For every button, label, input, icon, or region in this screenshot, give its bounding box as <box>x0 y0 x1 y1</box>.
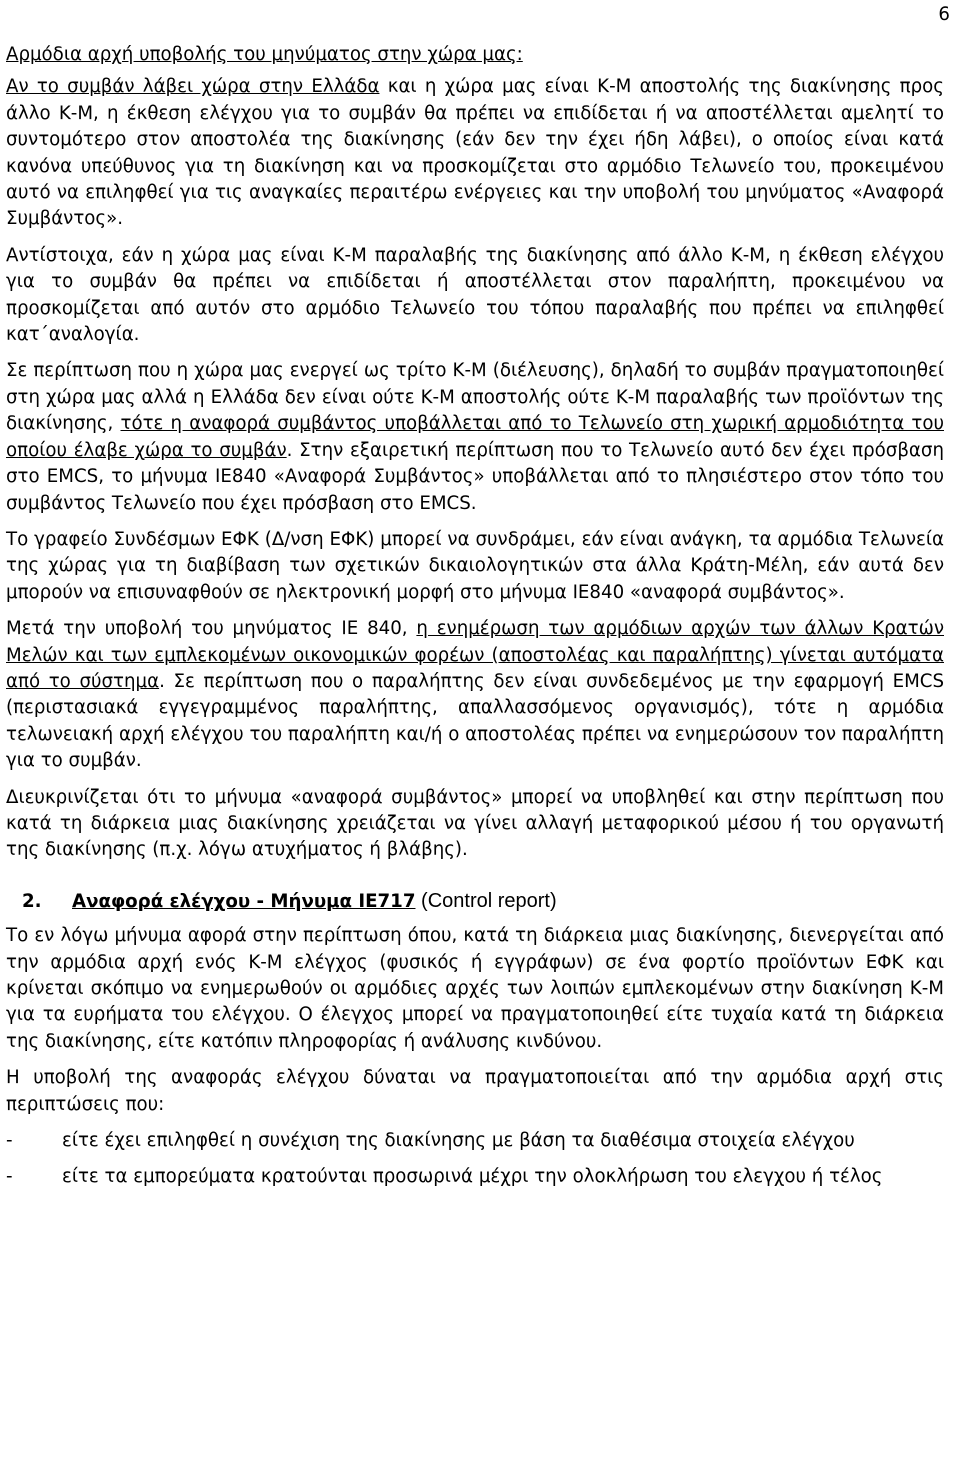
paragraph-2: Αντίστοιχα, εάν η χώρα μας είναι Κ-Μ παραλαβής της διακίνησης από άλλο Κ-Μ, η έκθεση ελέγχου για το συμβάν θα πρέπει να επιδίδεται ή αποστέλλεται στον παραλήπτη, προκειμένου να προσκομίζεται από αυτόν στο αρμόδιο Τελωνείο του τόπου παραλαβής που πρέπει να επιληφθεί κατ΄αναλογία. <box>6 244 944 346</box>
page-number: 6 <box>938 4 950 25</box>
list-item-text: είτε τα εμπορεύματα κρατούνται προσωρινά μέχρι την ολοκλήρωση του ελεγχου ή τέλος <box>62 1166 883 1188</box>
p3-text-after: . Στην εξαιρετική περίπτωση που το Τελωνείο αυτό δεν έχει πρόσβαση στο EMCS, το μήνυμα IE840 «Αναφορά Συμβάντος» υποβάλλεται από το πλησιέστερο στον τόπο του συμβάντος Τελωνείο που έχει πρόσβαση στο EMCS. <box>6 439 944 514</box>
list-item-text: είτε έχει επιληφθεί η συνέχιση της διακίνησης με βάση τα διαθέσιμα στοιχεία ελέγχου <box>62 1130 855 1152</box>
p5-text-after: . Σε περίπτωση που ο παραλήπτης δεν είναι συνδεδεμένος με την εφαρμογή EMCS (περιστασιακά εγγεγραμμένος παραλήπτης, απαλλασσόμενος οργανισμός), τότε η αρμόδια τελωνειακή αρχή ελέγχου του παραλήπτη και/ή ο αποστολέας πρέπει να ενημερώσουν τον παραλήπτη για το συμβάν. <box>6 670 944 772</box>
document-body <box>6 42 944 1191</box>
p1-underlined: Αν το συμβάν λάβει χώρα στην Ελλάδα <box>6 76 380 98</box>
section-heading <box>6 42 944 68</box>
p3-text-before: Σε περίπτωση που η χώρα μας ενεργεί ως τρίτο Κ-Μ (διέλευσης), δηλαδή το συμβάν πραγματοποιηθεί στη χώρα μας αλλά η Ελλάδα δεν είναι ούτε Κ-Μ αποστολής ούτε Κ-Μ παραλαβής των προϊόντων της διακίνησης, <box>6 360 944 435</box>
paragraph-3 <box>6 358 944 516</box>
paragraph-7: Το εν λόγω μήνυμα αφορά στην περίπτωση όπου, κατά τη διάρκεια μιας διακίνησης, διενεργείται από την αρμόδια αρχή ενός Κ-Μ ελέγχος (φυσικός ή εγγράφων) σε ένα φορτίο προϊόντων ΕΦΚ και κρίνεται σκόπιμο να ενημερωθούν οι αρμόδιες αρχές των λοιπών εμπλεκομένων στην διακίνηση Κ-Μ για τα ευρήματα του ελέγχου. Ο έλεγχος μπορεί να πραγματοποιηθεί είτε τυχαία κατά τη διάρκεια της διακίνησης, είτε κατόπιν πληροφορίας ή ανάλυσης κινδύνου. <box>6 925 944 1052</box>
bullet-dash: - <box>6 1166 13 1188</box>
list-item <box>6 1128 944 1154</box>
paragraph-1 <box>6 74 944 232</box>
list-item <box>6 1164 944 1190</box>
paragraph-5 <box>6 616 944 774</box>
p5-text-before: Μετά την υποβολή του μηνύματος ΙΕ 840, <box>6 618 417 640</box>
section-subtitle: (Control report) <box>415 889 557 912</box>
paragraph-4: Το γραφείο Συνδέσμων ΕΦΚ (Δ/νση ΕΦΚ) μπορεί να συνδράμει, εάν είναι ανάγκη, τα αρμόδια Τελωνεία της χώρας για τη διαβίβαση των σχετικών δικαιολογητικών στα άλλα Κράτη-Μέλη, εάν αυτά δεν μπορούν να επισυναφθούν σε ηλεκτρονική μορφή στο μήνυμα ΙΕ840 «αναφορά συμβάντος». <box>6 528 944 603</box>
paragraph-6: Διευκρινίζεται ότι το μήνυμα «αναφορά συμβάντος» μπορεί να υποβληθεί και στην περίπτωση που κατά τη διάρκεια μιας διακίνησης χρειάζεται να γίνει αλλαγή μεταφορικού μέσου ή του οργανωτή της διακίνησης (π.χ. λόγω ατυχήματος ή βλάβης). <box>6 786 944 861</box>
heading-text: Αρμόδια αρχή υποβολής του μηνύματος στην χώρα μας: <box>6 44 523 65</box>
p5-underlined: η ενημέρωση των αρμόδιων αρχών των άλλων Κρατών Μελών και των εμπλεκομένων οικονομικών φορέων (αποστολέας και παραλήπτης) γίνεται αυτόματα από το σύστημα <box>6 618 944 692</box>
section-2-title <box>6 888 944 915</box>
section-title-text: Αναφορά ελέγχου - Μήνυμα IE717 <box>72 890 416 912</box>
paragraph-8: Η υποβολή της αναφοράς ελέγχου δύναται να πραγματοποιείται από την αρμόδια αρχή στις περιπτώσεις που: <box>6 1067 944 1115</box>
p3-underlined: τότε η αναφορά συμβάντος υποβάλλεται από το Τελωνείο στη χωρική αρμοδιότητα του οποίου έλαβε χώρα το συμβάν <box>6 413 944 461</box>
section-number: 2. <box>22 890 42 912</box>
bullet-dash: - <box>6 1130 13 1152</box>
p1-text: και η χώρα μας είναι Κ-Μ αποστολής της διακίνησης προς άλλο Κ-Μ, η έκθεση ελέγχου για το συμβάν θα πρέπει να επιδίδεται ή να αποστέλλεται αμελητί το συντομότερο στον αποστολέα της διακίνησης (εάν δεν την έχει ήδη λάβει), ο οποίος είναι κατά κανόνα υπεύθυνος για τη διακίνηση και να προσκομίζεται στο αρμόδιο Τελωνείο του, προκειμένου αυτό να επιληφθεί για τις αναγκαίες περαιτέρω ενέργειες και την υποβολή του μηνύματος «Αναφορά Συμβάντος». <box>6 76 944 230</box>
